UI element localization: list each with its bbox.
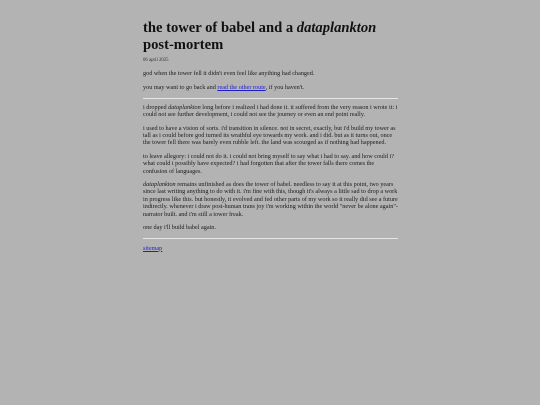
paragraph-1-after: long before i realized i had done it. it suffered from the very reason i wrote it: i could not see further development, i could not see the journey or even an end point really. xyxy=(143,103,398,119)
divider-bottom xyxy=(143,238,398,239)
paragraph-2: i used to have a vision of sorts. i'd transition in silence. not in secret, exactly, but i'd build my tower as tall as i could before god turned its wrathful eye towards my work. and i did. but as it turns out, once the tower fell there was barely even rubble left. the land was scourged as if nothing had happened. xyxy=(143,124,396,147)
paragraph-4-after: remains unfinished as does the tower of babel. needless to say it at this point, two years since last writing anything to do with it. i'm fine with this, though it's always a little sad to drop a work in progress like this. but honestly, it evolved and fed other parts of my work so it really did see a future indirectly. whenever i draw post-human trans joy i'm working within the world "never be alone again"-narrator built. and i'm still a tower freak. xyxy=(143,181,398,218)
paragraph-4-emphasis: dataplankton xyxy=(143,181,176,189)
other-route-link[interactable]: read the other route xyxy=(217,84,266,92)
post-container xyxy=(143,20,398,252)
title-emphasis: dataplankton xyxy=(296,20,377,36)
intro-text: god when the tower fell it didn't even feel like anything had changed. xyxy=(143,70,315,77)
post-body xyxy=(143,104,398,232)
title-suffix: post-mortem xyxy=(143,37,224,53)
paragraph-5: one day i'll build babel again. xyxy=(143,224,216,232)
sitemap-link[interactable]: sitemap xyxy=(143,244,163,252)
paragraph-1 xyxy=(143,104,398,119)
page-title xyxy=(143,20,398,54)
divider-top xyxy=(143,98,398,99)
paragraph-3: to leave allegory: i could not do it. i could not bring myself to say what i had to say. and how could i? what could i possibly have expected? i had forgotten that after the tower falls there comes the confusion of languages. xyxy=(143,152,395,175)
route-note-before: you may want to go back and xyxy=(143,84,218,92)
post-date: 06 april 2025 xyxy=(143,58,169,63)
paragraph-4 xyxy=(143,181,398,218)
title-prefix: the tower of babel and a xyxy=(143,20,297,36)
paragraph-1-emphasis: dataplankton xyxy=(168,103,201,111)
footer xyxy=(143,245,398,252)
route-note xyxy=(143,84,398,91)
route-note-after: , if you haven't. xyxy=(265,84,305,92)
paragraph-1-before: i dropped xyxy=(143,103,169,111)
